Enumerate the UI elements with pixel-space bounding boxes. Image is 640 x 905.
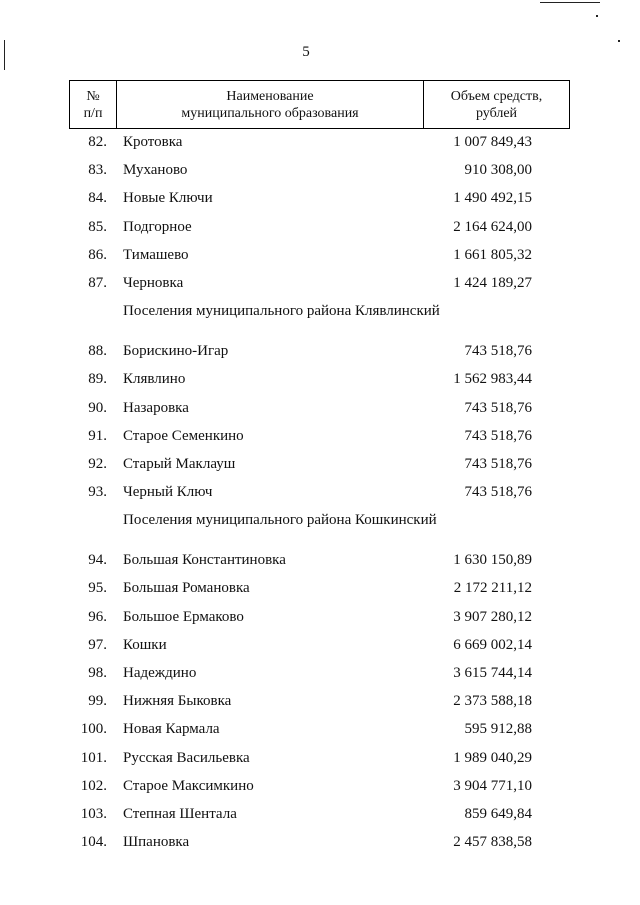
municipality-name: Надеждино bbox=[123, 665, 197, 681]
table-row bbox=[69, 800, 570, 828]
amount-rubles: 1 630 150,89 bbox=[453, 552, 532, 569]
row-number: 103. bbox=[80, 805, 107, 822]
table-row bbox=[69, 478, 570, 506]
header-number-line-1: № bbox=[86, 88, 100, 104]
amount-rubles: 910 308,00 bbox=[464, 162, 532, 179]
municipality-name: Борискино-Игар bbox=[123, 343, 229, 360]
scan-edge-mark-top bbox=[540, 2, 600, 3]
table-row bbox=[69, 744, 570, 772]
table-row bbox=[69, 269, 570, 297]
amount-rubles: 3 907 280,12 bbox=[453, 608, 532, 625]
row-number: 88. bbox=[88, 343, 107, 360]
section-heading bbox=[69, 297, 570, 337]
municipality-name: Черновка bbox=[123, 274, 184, 291]
municipality-name: Новая Кармала bbox=[123, 721, 220, 738]
amount-rubles: 3 615 744,14 bbox=[453, 665, 532, 681]
scan-dot bbox=[596, 15, 598, 17]
section-title: Поселения муниципального района Клявлинский bbox=[123, 303, 440, 320]
municipality-name: Кошки bbox=[123, 636, 167, 653]
municipality-name: Черный Ключ bbox=[123, 484, 213, 501]
table-row bbox=[69, 128, 570, 156]
municipality-name: Подгорное bbox=[123, 218, 192, 235]
row-number: 92. bbox=[88, 455, 107, 472]
table-row bbox=[69, 659, 570, 687]
municipality-name: Назаровка bbox=[123, 399, 189, 416]
table-row bbox=[69, 184, 570, 212]
municipality-name: Старое Семенкино bbox=[123, 427, 244, 444]
table-row bbox=[69, 603, 570, 631]
header-amount-column bbox=[424, 81, 569, 128]
header-number-line-2: п/п bbox=[83, 105, 103, 121]
page-number: 5 bbox=[302, 44, 310, 60]
table-header bbox=[69, 80, 570, 129]
amount-rubles: 2 172 211,12 bbox=[453, 580, 532, 597]
amount-rubles: 1 661 805,32 bbox=[453, 246, 532, 263]
row-number: 104. bbox=[80, 834, 107, 851]
municipality-name: Тимашево bbox=[123, 246, 189, 263]
municipality-name: Муханово bbox=[123, 162, 188, 179]
table-row bbox=[69, 365, 570, 393]
section-title: Поселения муниципального района Кошкинский bbox=[123, 512, 437, 529]
amount-rubles: 595 912,88 bbox=[464, 721, 532, 738]
table-row bbox=[69, 828, 570, 856]
amount-rubles: 2 457 838,58 bbox=[453, 834, 532, 851]
municipality-name: Степная Шентала bbox=[123, 805, 237, 822]
municipality-name: Шпановка bbox=[123, 834, 190, 851]
municipality-name: Клявлино bbox=[123, 371, 186, 388]
table-row bbox=[69, 687, 570, 715]
section-heading bbox=[69, 506, 570, 546]
row-number: 91. bbox=[88, 427, 107, 444]
table-body bbox=[69, 128, 570, 856]
table-row bbox=[69, 715, 570, 743]
header-amount-line-2: рублей bbox=[475, 105, 518, 121]
amount-rubles: 2 164 624,00 bbox=[453, 218, 532, 235]
amount-rubles: 743 518,76 bbox=[464, 455, 532, 472]
table-row bbox=[69, 546, 570, 574]
table-row bbox=[69, 772, 570, 800]
municipality-name: Нижняя Быковка bbox=[123, 693, 232, 710]
municipality-name: Большая Романовка bbox=[123, 580, 250, 597]
table-row bbox=[69, 213, 570, 241]
amount-rubles: 743 518,76 bbox=[464, 399, 532, 416]
municipality-name: Старый Маклауш bbox=[123, 455, 236, 472]
table-row bbox=[69, 394, 570, 422]
table-row bbox=[69, 156, 570, 184]
row-number: 100. bbox=[80, 721, 107, 738]
table-row bbox=[69, 422, 570, 450]
amount-rubles: 2 373 588,18 bbox=[453, 693, 532, 710]
row-number: 102. bbox=[80, 777, 107, 794]
municipality-name: Старое Максимкино bbox=[123, 777, 254, 794]
row-number: 94. bbox=[88, 552, 107, 569]
header-name-column bbox=[117, 81, 424, 128]
municipality-name: Новые Ключи bbox=[123, 190, 213, 207]
table-row bbox=[69, 631, 570, 659]
amount-rubles: 743 518,76 bbox=[464, 427, 532, 444]
header-name-line-1: Наименование bbox=[226, 88, 314, 104]
row-number: 96. bbox=[88, 608, 107, 625]
row-number: 95. bbox=[88, 580, 107, 597]
table-row bbox=[69, 241, 570, 269]
amount-rubles: 1 424 189,27 bbox=[453, 274, 532, 291]
row-number: 98. bbox=[88, 665, 107, 681]
amount-rubles: 1 007 849,43 bbox=[453, 134, 532, 150]
municipality-name: Русская Васильевка bbox=[123, 749, 250, 766]
amount-rubles: 1 490 492,15 bbox=[453, 190, 532, 207]
row-number: 82. bbox=[88, 134, 107, 150]
row-number: 97. bbox=[88, 636, 107, 653]
table-row bbox=[69, 337, 570, 365]
row-number: 86. bbox=[88, 246, 107, 263]
row-number: 99. bbox=[88, 693, 107, 710]
municipality-name: Большое Ермаково bbox=[123, 608, 244, 625]
amount-rubles: 1 989 040,29 bbox=[453, 749, 532, 766]
header-name-line-2: муниципального образования bbox=[181, 105, 359, 121]
municipality-name: Большая Константиновка bbox=[123, 552, 286, 569]
scan-dot bbox=[618, 40, 620, 42]
row-number: 85. bbox=[88, 218, 107, 235]
row-number: 90. bbox=[88, 399, 107, 416]
municipality-name: Кротовка bbox=[123, 134, 183, 150]
table-row bbox=[69, 574, 570, 602]
row-number: 87. bbox=[88, 274, 107, 291]
table-row bbox=[69, 450, 570, 478]
amount-rubles: 3 904 771,10 bbox=[453, 777, 532, 794]
row-number: 89. bbox=[88, 371, 107, 388]
row-number: 93. bbox=[88, 484, 107, 501]
row-number: 84. bbox=[88, 190, 107, 207]
row-number: 83. bbox=[88, 162, 107, 179]
row-number: 101. bbox=[80, 749, 107, 766]
amount-rubles: 1 562 983,44 bbox=[453, 371, 532, 388]
header-amount-line-1: Объем средств, bbox=[450, 88, 543, 104]
header-number-column bbox=[70, 81, 117, 128]
amount-rubles: 743 518,76 bbox=[464, 484, 532, 501]
amount-rubles: 859 649,84 bbox=[464, 805, 532, 822]
amount-rubles: 743 518,76 bbox=[464, 343, 532, 360]
amount-rubles: 6 669 002,14 bbox=[453, 636, 532, 653]
